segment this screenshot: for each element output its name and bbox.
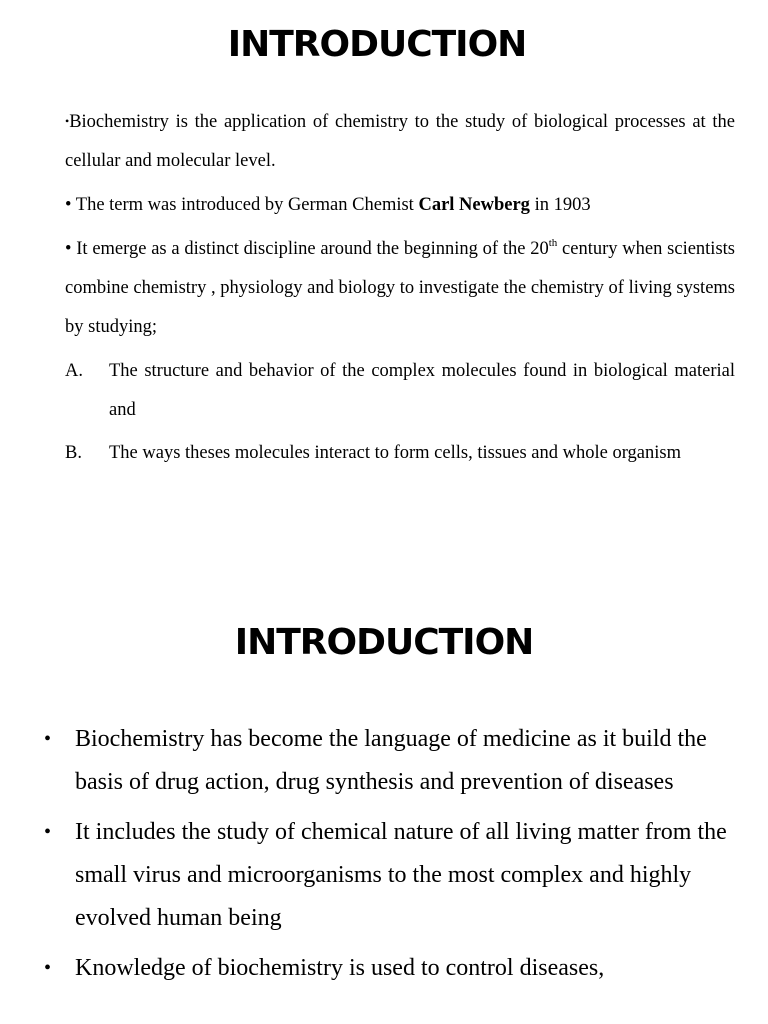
- discipline-text-2: century when scientists combine chemistry , physiology and biology to investigate the chemistry of living systems by studying;: [65, 239, 735, 337]
- bullet-dot: •: [44, 728, 52, 750]
- paragraph-definition: [65, 102, 735, 181]
- discipline-text-1: • It emerge as a distinct discipline around the beginning of the 20: [65, 239, 549, 259]
- list-marker: A.: [65, 361, 83, 381]
- list-item-text: Biochemistry has become the language of medicine as it build the basis of drug action, drug synthesis and prevention of diseases: [75, 726, 707, 795]
- term-origin-suffix: in 1903: [529, 195, 591, 215]
- list-item-text: It includes the study of chemical nature of all living matter from the small virus and microorganisms to the most complex and highly evolved human being: [75, 819, 727, 931]
- list-item-text: Knowledge of biochemistry is used to control diseases,: [75, 955, 605, 981]
- slide-2-title: INTRODUCTION: [234, 622, 534, 663]
- term-origin-prefix: • The term was introduced by German Chemist: [65, 195, 419, 215]
- slide-1-title: INTRODUCTION: [227, 24, 527, 65]
- list-item: [65, 434, 735, 473]
- list-item-text: The ways theses molecules interact to form cells, tissues and whole organism: [109, 443, 681, 463]
- list-item: [44, 811, 734, 940]
- list-marker: B.: [65, 443, 82, 463]
- bullet-dot: •: [44, 821, 52, 843]
- slide-2-body: [44, 718, 734, 997]
- chemist-name: Carl Newberg: [418, 195, 530, 215]
- superscript-th: th: [548, 237, 558, 249]
- list-item: [44, 947, 734, 990]
- list-item: [65, 352, 735, 430]
- bullet-dot: •: [44, 957, 52, 979]
- slide-2: [0, 580, 768, 1024]
- paragraph-definition-text: Biochemistry is the application of chemistry to the study of biological processes at the cellular and molecular level.: [65, 112, 735, 171]
- paragraph-term-origin: [65, 186, 735, 225]
- slide-1-body: [65, 102, 735, 477]
- bullet-dot: •: [65, 114, 70, 128]
- list-item-text: The structure and behavior of the complex molecules found in biological material and: [109, 361, 735, 420]
- paragraph-discipline: [65, 230, 735, 347]
- list-item: [44, 718, 734, 804]
